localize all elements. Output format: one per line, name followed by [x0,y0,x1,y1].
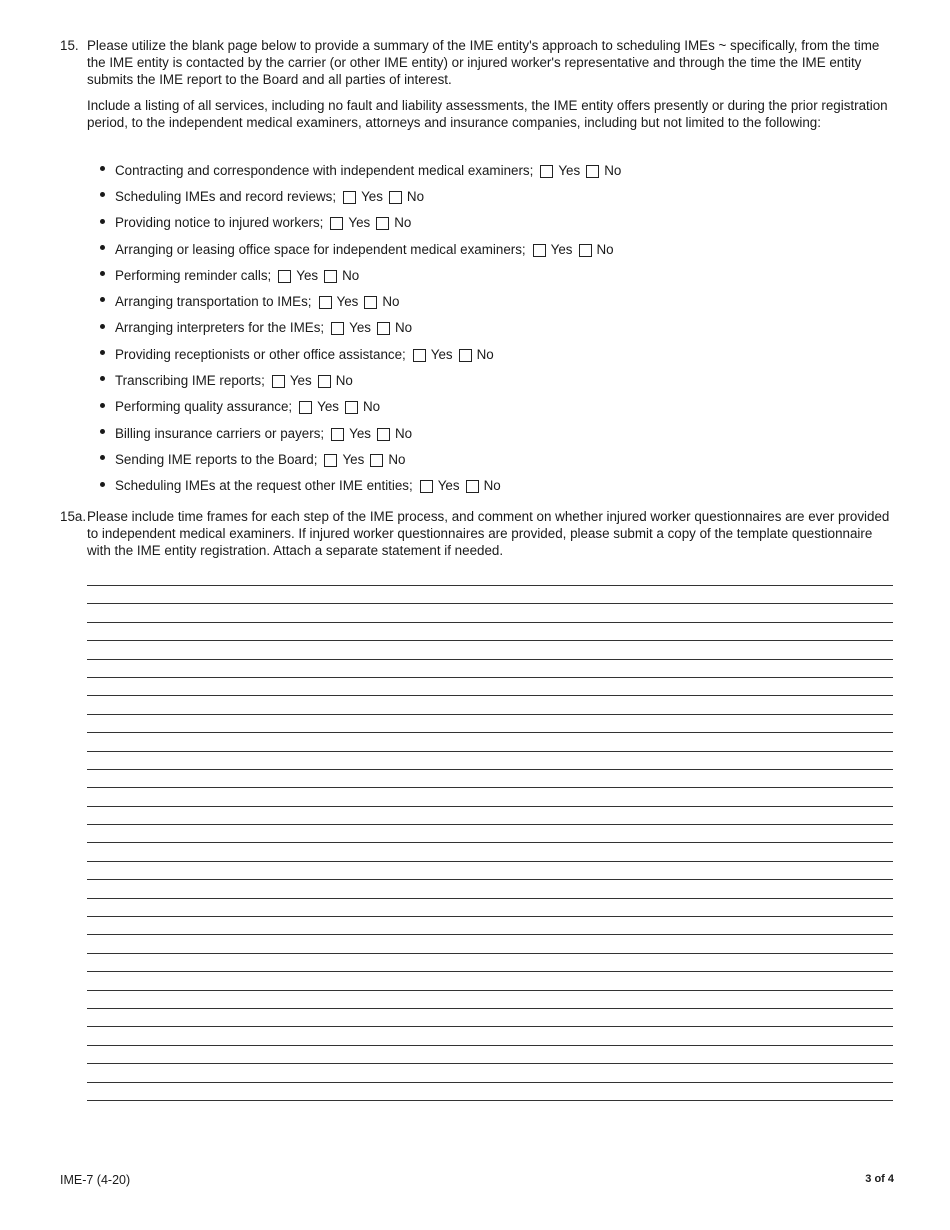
answer-line[interactable] [87,714,893,732]
answer-line[interactable] [87,769,893,787]
service-label: Performing quality assurance; [115,399,293,415]
no-label: No [342,267,360,283]
checkbox-icon[interactable] [540,165,553,178]
bullet-icon [100,245,105,250]
bullet-icon [100,376,105,381]
yes-label: Yes [349,425,371,441]
no-checkbox[interactable] [389,189,424,204]
yes-checkbox[interactable] [272,373,312,388]
checkbox-icon[interactable] [324,454,337,467]
checkbox-icon[interactable] [377,428,390,441]
service-label: Arranging interpreters for the IMEs; [115,320,325,336]
no-checkbox[interactable] [459,347,494,362]
answer-line[interactable] [87,1082,893,1100]
yes-checkbox[interactable] [278,268,318,283]
service-label: Performing reminder calls; [115,267,272,283]
answer-line[interactable] [87,861,893,879]
no-label: No [394,425,413,441]
service-label: Arranging or leasing office space for independent medical examiners; [115,241,526,257]
form-id: IME-7 (4-20) [60,1173,131,1187]
yes-checkbox[interactable] [319,294,359,309]
service-item [100,288,621,314]
bullet-icon [100,350,105,355]
yes-label: Yes [336,294,359,310]
answer-line[interactable] [87,916,893,934]
yes-checkbox[interactable] [343,189,383,204]
no-label: No [596,241,614,257]
bullet-icon [100,271,105,276]
checkbox-icon[interactable] [324,270,337,283]
service-item [100,446,621,472]
bullet-icon [100,482,105,487]
service-label: Billing insurance carriers or payers; [115,425,325,441]
answer-line[interactable] [87,677,893,695]
yes-checkbox[interactable] [413,347,453,362]
answer-line[interactable] [87,953,893,971]
no-checkbox[interactable] [377,320,412,335]
checkbox-icon[interactable] [459,349,472,362]
yes-label: Yes [437,478,460,494]
answer-line[interactable] [87,1026,893,1044]
answer-line[interactable] [87,934,893,952]
no-checkbox[interactable] [579,242,614,257]
checkbox-icon[interactable] [376,217,389,230]
yes-label: Yes [317,399,339,415]
no-checkbox[interactable] [364,294,399,309]
service-item [100,367,621,393]
question-text: Please utilize the blank page below to provide a summary of the IME entity's approach to scheduling IMEs ~ specifically, from the time the IME entity is contacted by the carrier (or other IME entity) or injured worker's representative and through the time the IME entity submits the IME report to the Board and all parties of interest. [87,38,880,87]
no-checkbox[interactable] [466,478,501,493]
checkbox-icon[interactable] [278,270,291,283]
yes-label: Yes [342,451,365,467]
answer-line[interactable] [87,879,893,897]
answer-line[interactable] [87,898,893,916]
yes-checkbox[interactable] [324,452,364,467]
no-checkbox[interactable] [324,268,359,283]
answer-line[interactable] [87,585,893,603]
bullet-icon [100,455,105,460]
bullet-icon [100,324,105,329]
answer-lines-area[interactable] [87,585,893,1118]
no-checkbox[interactable] [376,215,411,230]
yes-checkbox[interactable] [540,163,580,178]
answer-line[interactable] [87,751,893,769]
bullet-icon [100,166,105,171]
answer-line[interactable] [87,842,893,860]
question-15 [60,37,895,131]
service-label: Providing notice to injured workers; [115,215,324,231]
yes-checkbox[interactable] [420,478,460,493]
checkbox-icon[interactable] [299,401,312,414]
checkbox-icon[interactable] [345,401,358,414]
checkbox-icon[interactable] [370,454,383,467]
answer-line[interactable] [87,990,893,1008]
yes-label: Yes [289,373,312,389]
checkbox-icon[interactable] [579,244,592,257]
service-label: Scheduling IMEs and record reviews; [115,188,337,204]
service-item [100,420,621,446]
no-label: No [476,346,494,362]
service-label: Contracting and correspondence with independent medical examiners; [115,162,534,178]
checkbox-icon[interactable] [318,375,331,388]
no-label: No [395,320,413,336]
checkbox-icon[interactable] [389,191,402,204]
checkbox-icon[interactable] [330,217,343,230]
bullet-icon [100,429,105,434]
yes-label: Yes [296,267,319,283]
service-label: Providing receptionists or other office assistance; [115,346,406,362]
answer-line[interactable] [87,806,893,824]
answer-line[interactable] [87,787,893,805]
checkbox-icon[interactable] [413,349,426,362]
no-checkbox[interactable] [370,452,405,467]
bullet-icon [100,192,105,197]
service-label: Transcribing IME reports; [115,373,265,389]
yes-checkbox[interactable] [299,399,339,414]
answer-line[interactable] [87,1045,893,1063]
question-instructions: Include a listing of all services, including no fault and liability assessments, the IME entity offers presently or during the prior registration period, to the independent medical examiners, attorneys and insurance companies, including but not limited to the following: [87,98,888,130]
service-label: Scheduling IMEs at the request other IME entities; [115,478,413,494]
service-item [100,157,621,183]
answer-line[interactable] [87,824,893,842]
checkbox-icon[interactable] [272,375,285,388]
checkbox-icon[interactable] [364,296,377,309]
yes-label: Yes [361,188,383,204]
service-item [100,210,621,236]
yes-label: Yes [558,162,581,178]
no-label: No [382,294,400,310]
answer-line[interactable] [87,603,893,621]
no-checkbox[interactable] [318,373,353,388]
no-label: No [363,399,381,415]
question-number: 15a. [60,509,87,524]
checkbox-icon[interactable] [466,480,479,493]
no-label: No [604,162,622,178]
services-list [100,157,621,499]
no-checkbox[interactable] [345,399,380,414]
checkbox-icon[interactable] [586,165,599,178]
question-number: 15. [60,38,79,53]
service-item [100,341,621,367]
checkbox-icon[interactable] [343,191,356,204]
yes-checkbox[interactable] [331,426,371,441]
no-label: No [394,215,412,231]
no-checkbox[interactable] [586,163,621,178]
checkbox-icon[interactable] [420,480,433,493]
answer-line[interactable] [87,659,893,677]
service-item [100,183,621,209]
checkbox-icon[interactable] [331,322,344,335]
service-item [100,394,621,420]
yes-label: Yes [550,241,573,257]
answer-line[interactable] [87,1100,893,1118]
yes-label: Yes [349,320,371,336]
bullet-icon [100,219,105,224]
service-item [100,473,621,499]
no-label: No [483,478,501,494]
answer-line[interactable] [87,971,893,989]
checkbox-icon[interactable] [533,244,546,257]
answer-line[interactable] [87,1008,893,1026]
no-label: No [406,188,425,204]
service-item [100,236,621,262]
checkbox-icon[interactable] [331,428,344,441]
question-15a [60,508,895,559]
page-number: 3 of 4 [865,1173,894,1185]
service-label: Sending IME reports to the Board; [115,451,318,467]
checkbox-icon[interactable] [319,296,332,309]
question-text: Please include time frames for each step of the IME process, and comment on whether injured worker questionnaires are ever provided to independent medical examiners. If injured worker questionnaires are provided, please submit a copy of the template questionnaire with the IME entity registration. Attach a separate statement if needed. [87,509,890,558]
yes-checkbox[interactable] [330,215,370,230]
answer-line[interactable] [87,695,893,713]
answer-line[interactable] [87,640,893,658]
answer-line[interactable] [87,732,893,750]
service-item [100,315,621,341]
bullet-icon [100,297,105,302]
no-label: No [388,451,406,467]
yes-checkbox[interactable] [331,320,371,335]
answer-line[interactable] [87,622,893,640]
checkbox-icon[interactable] [377,322,390,335]
no-label: No [335,373,353,389]
answer-line[interactable] [87,1063,893,1081]
no-checkbox[interactable] [377,426,412,441]
yes-label: Yes [348,215,371,231]
bullet-icon [100,403,105,408]
service-item [100,262,621,288]
yes-checkbox[interactable] [533,242,573,257]
service-label: Arranging transportation to IMEs; [115,294,312,310]
yes-label: Yes [430,346,453,362]
